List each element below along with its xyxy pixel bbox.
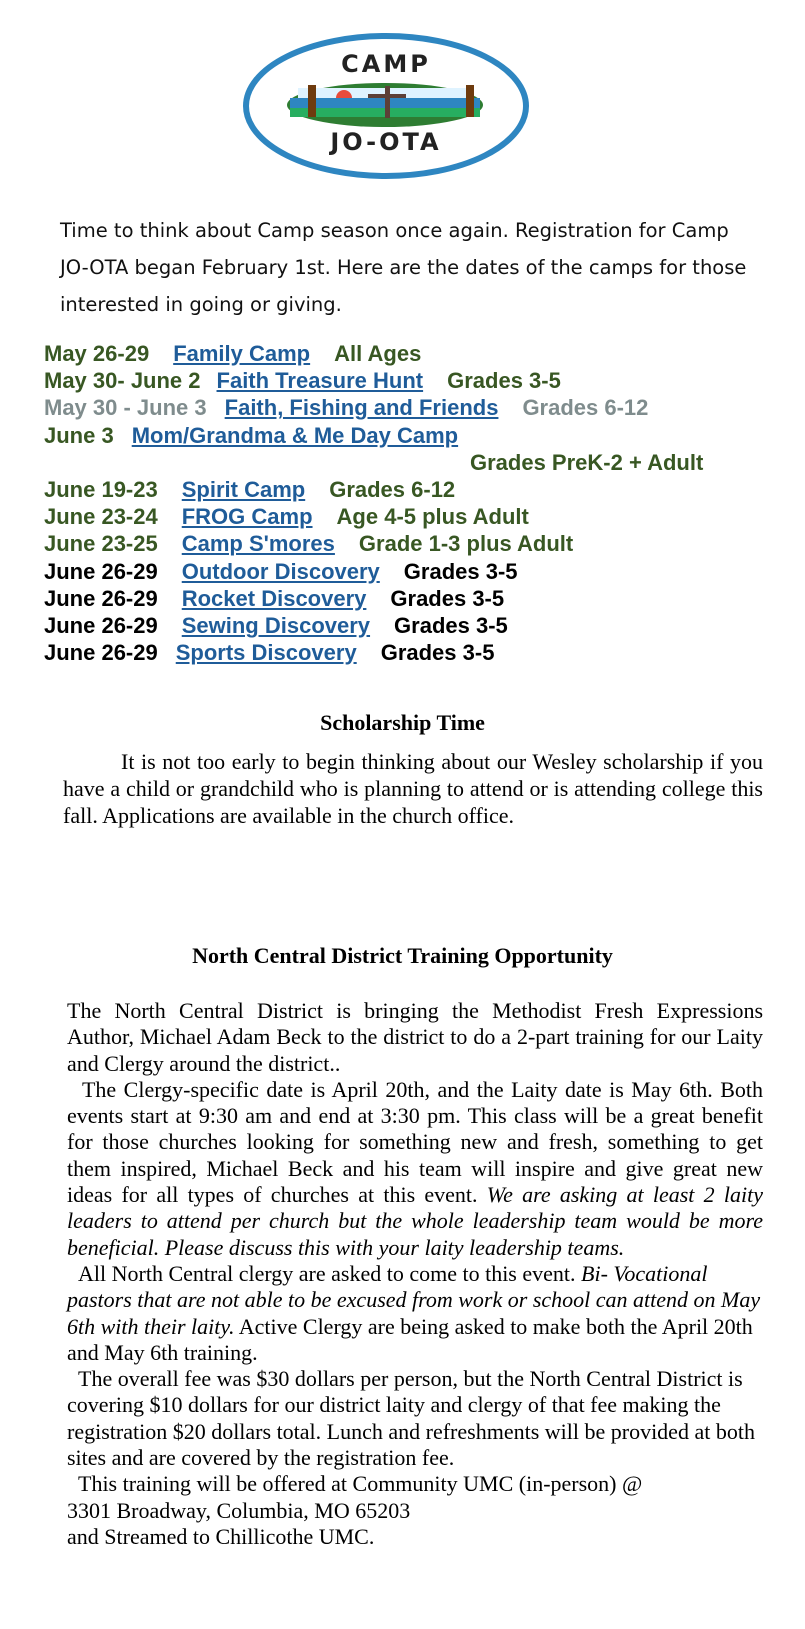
camp-date: May 30 - June 3 [44,395,207,421]
camp-row [44,367,764,394]
camp-date: June 26-29 [44,585,158,611]
camp-row [44,585,764,612]
camp-row-continued [44,449,764,476]
camp-grades: Grades 3-5 [447,368,561,394]
camp-schedule [44,340,764,666]
camp-grades: Grades 6-12 [329,477,456,503]
ncd-p3-italic: Bi- Vocational pastors that are not able to be excused from work or school can attend on May 6th with their laity. [67,1260,761,1339]
ncd-p5-line2: 3301 Broadway, Columbia, MO 65203 [67,1497,411,1523]
ncd-p4-text: The overall fee was $30 dollars per person, but the North Central District is covering $10 dollars for our district laity and clergy of that fee making the registration $20 dollars total. Lunch and refreshments will be provided at both sites and are covered by the registration fee. [67,1366,755,1471]
ncd-heading: North Central District Training Opportunity [192,943,613,968]
camp-row [44,476,764,503]
camp-grades: Age 4-5 plus Adult [336,504,529,530]
camp-row [44,394,764,421]
ncd-p2-text: The Clergy-specific date is April 20th, and the Laity date is May 6th. Both events start at 9:30 am and end at 3:30 pm. This class will be a great benefit for those churches looking for something new and fresh, something to get them inspired, Michael Beck and his team will inspire and give great new ideas for all types of churches at this event. [67,1076,763,1208]
camp-grades: Grades PreK-2 + Adult [470,449,704,475]
camp-link-faith-fishing-friends[interactable]: Faith, Fishing and Friends [224,395,499,421]
logo-bottom-text: JO-OTA [330,128,442,156]
camp-date: June 26-29 [44,613,158,639]
camp-row [44,530,764,557]
camp-date: May 26-29 [44,341,150,366]
logo-top-text: CAMP [341,50,431,78]
ncd-p2-italic: We are asking at least 2 laity leaders to attend per church but the whole leadership team would be more beneficial. Please discuss this with your laity leadership teams. [67,1182,763,1260]
camp-link-outdoor-discovery[interactable]: Outdoor Discovery [181,558,380,584]
camp-link-sports-discovery[interactable]: Sports Discovery [175,640,357,666]
camp-grades: Grades 3-5 [394,613,508,639]
ncd-paragraph-3 [67,1261,763,1366]
camp-grades: Grades 3-5 [403,558,518,584]
ncd-p5-line1: This training will be offered at Community UMC (in-person) @ [78,1471,643,1497]
camp-date: June 23-24 [44,504,158,530]
camp-link-frog-camp[interactable]: FROG Camp [181,504,313,530]
intro-paragraph: Time to think about Camp season once again. Registration for Camp JO-OTA began February 1st. Here are the dates of the camps for those interested in going or giving. [60,219,747,316]
scholarship-heading: Scholarship Time [320,710,485,735]
camp-grades: All Ages [334,341,422,366]
camp-link-faith-treasure-hunt[interactable]: Faith Treasure Hunt [216,368,424,394]
ncd-paragraph-1: The North Central District is bringing the Methodist Fresh Expressions Author, Michael Adam Beck to the district to do a 2-part training for our Laity and Clergy around the district.. [67,998,763,1076]
camp-grades: Grades 6-12 [522,395,649,421]
camp-link-spirit-camp[interactable]: Spirit Camp [181,477,306,503]
ncd-paragraph-2 [67,1077,763,1261]
camp-link-mom-grandma-me[interactable]: Mom/Grandma & Me Day Camp [131,422,459,448]
ncd-p5-line3: and Streamed to Chillicothe UMC. [67,1523,375,1549]
camp-row [44,639,764,666]
camp-date: June 26-29 [44,640,158,666]
ncd-paragraph-5 [67,1471,763,1550]
camp-row [44,422,764,449]
ncd-body [67,998,763,1550]
camp-date: June 19-23 [44,477,158,503]
camp-jo-ota-logo [240,30,540,190]
camp-row [44,503,764,530]
camp-link-family-camp[interactable]: Family Camp [173,341,311,366]
camp-date: June 3 [44,422,114,448]
camp-date: June 26-29 [44,558,158,584]
camp-date: May 30- June 2 [44,368,201,394]
scholarship-text: It is not too early to begin thinking about our Wesley scholarship if you have a child or grandchild who is planning to attend or is attending college this fall. Applications are available in the church office. [63,749,763,828]
camp-date: June 23-25 [44,531,158,557]
camp-link-camp-smores[interactable]: Camp S'mores [181,531,335,557]
camp-link-rocket-discovery[interactable]: Rocket Discovery [181,585,367,611]
ncd-paragraph-4 [67,1366,763,1471]
ncd-p3-text: All North Central clergy are asked to come to this event. [78,1260,576,1286]
camp-row [44,612,764,639]
camp-grades: Grades 3-5 [380,640,495,666]
camp-link-sewing-discovery[interactable]: Sewing Discovery [181,613,371,639]
camp-row [44,558,764,585]
camp-grades: Grades 3-5 [390,585,505,611]
camp-grades: Grade 1-3 plus Adult [358,531,574,557]
scholarship-paragraph [63,748,763,829]
camp-row [44,340,764,367]
ncd-p3-end: Active Clergy are being asked to make both the April 20th and May 6th training. [67,1313,753,1365]
